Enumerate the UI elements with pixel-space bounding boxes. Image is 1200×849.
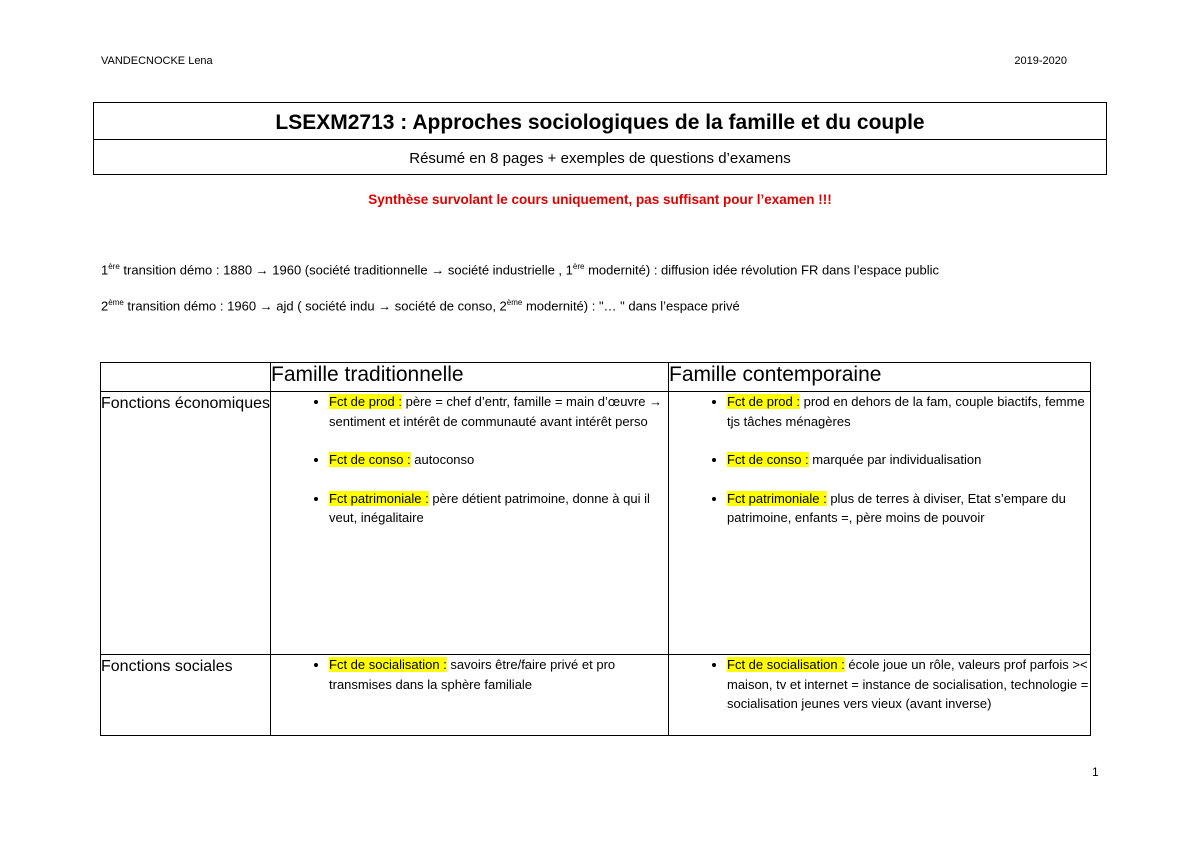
item-text: autoconso (410, 452, 475, 467)
highlighted-key: Fct de conso : (727, 452, 809, 467)
bullet-list (271, 655, 668, 694)
transition-sup: ère (572, 262, 585, 271)
list-item (727, 489, 1090, 528)
transition-ordinal: 1 (101, 262, 109, 278)
highlighted-key: Fct de prod : (727, 394, 800, 409)
item-text: père = chef d’entr, famille = main d’œuvre → sentiment et intérêt de communauté avant intérêt perso (329, 394, 663, 429)
item-text: marquée par individualisation (808, 452, 982, 467)
transition-text: transition démo : 1880 → 1960 (société traditionnelle → société industrielle , 1 (119, 262, 573, 278)
item-text: prod en dehors de la fam, couple biactifs, femme tjs tâches ménagères (727, 394, 1085, 429)
list-item (329, 489, 668, 528)
table-cell-contemporary (669, 655, 1091, 736)
transition-ordinal: 2 (101, 298, 109, 314)
highlighted-key: Fct de conso : (329, 452, 411, 467)
highlighted-key: Fct patrimoniale : (727, 490, 827, 506)
transition-text: modernité) : "… " dans l’espace privé (522, 298, 740, 314)
title-box (93, 102, 1107, 175)
warning-text: Synthèse survolant le cours uniquement, pas suffisant pour l’examen !!! (368, 192, 832, 207)
table-cell-contemporary (669, 392, 1091, 655)
bullet-list (669, 392, 1090, 528)
highlighted-key: Fct de prod : (329, 394, 402, 409)
document-subtitle: Résumé en 8 pages + exemples de questions d’examens (409, 150, 791, 167)
item-text: école joue un rôle, valeurs prof parfois >< maison, tv et internet = instance de socialisation, technologie = socialisation jeunes vers vieux (avant inverse) (727, 657, 1089, 711)
transition-sup: ère (108, 262, 120, 271)
highlighted-key: Fct patrimoniale : (329, 490, 429, 506)
row-label: Fonctions sociales (101, 655, 271, 736)
document-title: LSEXM2713 : Approches sociologiques de la famille et du couple (275, 111, 925, 134)
item-text: savoirs être/faire privé et pro transmises dans la sphère familiale (329, 657, 616, 692)
column-header: Famille contemporaine (669, 363, 1091, 392)
transition-sup: ème (506, 298, 523, 307)
header-year: 2019-2020 (1014, 55, 1067, 67)
column-header: Famille traditionnelle (271, 363, 669, 392)
bullet-list (669, 655, 1090, 714)
highlighted-key: Fct de socialisation : (329, 657, 447, 672)
table-header-row (101, 363, 1091, 392)
column-header (101, 363, 271, 392)
list-item (329, 450, 668, 470)
list-item (329, 655, 668, 694)
table-row (101, 392, 1091, 655)
transition-text: transition démo : 1960 → ajd ( société indu → société de conso, 2 (123, 298, 507, 314)
bullet-list (271, 392, 668, 528)
table-cell-traditional (271, 655, 669, 736)
list-item (329, 392, 668, 431)
title-divider (94, 139, 1106, 140)
highlighted-key: Fct de socialisation : (727, 657, 845, 672)
transition-text: modernité) : diffusion idée révolution FR dans l’espace public (584, 262, 940, 278)
item-text: père détient patrimoine, donne à qui il veut, inégalitaire (329, 490, 650, 525)
list-item (727, 392, 1090, 431)
transition-line-1 (101, 262, 939, 277)
header-author: VANDECNOCKE Lena (101, 55, 213, 67)
list-item (727, 450, 1090, 470)
row-label: Fonctions économiques (101, 392, 271, 655)
list-item (727, 655, 1090, 714)
transition-sup: ème (108, 298, 124, 307)
table-cell-traditional (271, 392, 669, 655)
item-text: plus de terres à diviser, Etat s’empare du patrimoine, enfants =, père moins de pouvoir (727, 490, 1066, 525)
table-row (101, 655, 1091, 736)
transition-line-2 (101, 298, 740, 313)
page-number: 1 (1092, 765, 1099, 779)
comparison-table (100, 362, 1091, 736)
